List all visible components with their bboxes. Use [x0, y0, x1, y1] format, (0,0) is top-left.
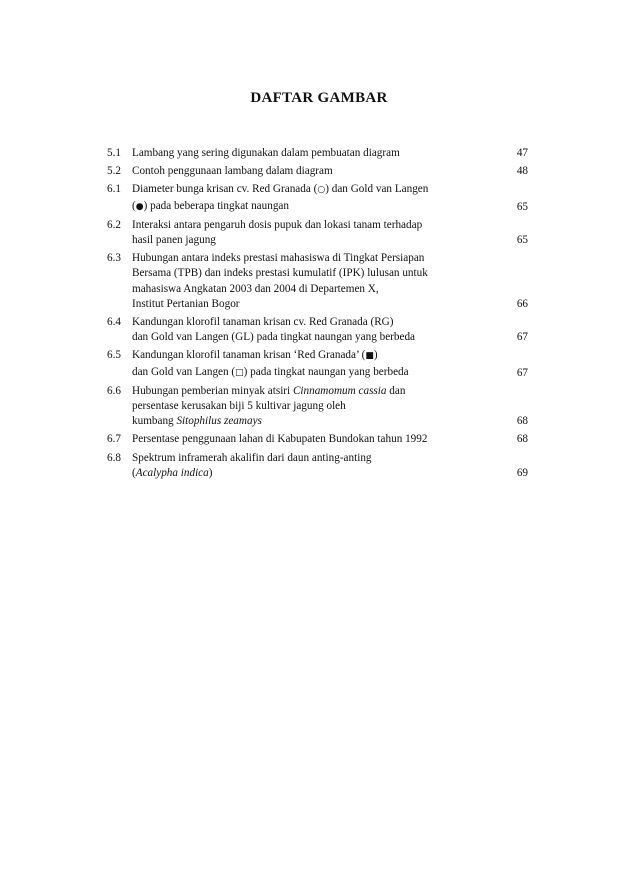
page-number: 47	[516, 147, 528, 159]
list-item	[107, 164, 528, 179]
list-item	[107, 218, 528, 248]
list-item	[107, 315, 528, 345]
page-number: 67	[516, 366, 528, 379]
figure-number: 6.4	[107, 316, 121, 329]
figure-caption: Spektrum inframerah akalifin dari daun anting-anting (Acalypha indica)	[132, 451, 372, 479]
page-number: 65	[516, 234, 528, 247]
page-title: DAFTAR GAMBAR	[250, 90, 388, 106]
list-item	[107, 251, 528, 312]
figure-number: 5.2	[107, 165, 121, 178]
figure-caption: Lambang yang sering digunakan dalam pembuatan diagram	[132, 147, 400, 159]
list-item	[107, 146, 528, 161]
figure-caption: Diameter bunga krisan cv. Red Granada (○) dan Gold van Langen (●) pada beberapa tingkat naungan	[132, 183, 429, 212]
figure-caption: Kandungan klorofil tanaman krisan ‘Red Granada’ (■) dan Gold van Langen (□) pada tingkat naungan yang berbeda	[132, 349, 409, 378]
figure-caption: Hubungan pemberian minyak atsiri Cinnamomum cassia dan persentase kerusakan biji 5 kultivar jagung oleh kumbang Sitophilus zeamays	[132, 384, 406, 428]
figure-number: 6.3	[107, 252, 121, 265]
list-item	[107, 348, 528, 380]
filled-square-icon: ■	[365, 351, 374, 362]
list-item	[107, 451, 528, 481]
figure-caption: Contoh penggunaan lambang dalam diagram	[132, 165, 333, 178]
figure-caption: Persentase penggunaan lahan di Kabupaten Bundokan tahun 1992	[132, 433, 428, 446]
page-number: 68	[516, 433, 528, 446]
species-name: Cinnamomum cassia	[292, 384, 387, 397]
figure-number: 6.2	[107, 218, 121, 231]
figure-number: 6.6	[107, 384, 121, 397]
page-number: 66	[516, 297, 528, 310]
filled-circle-icon: ●	[135, 201, 144, 212]
figure-caption: Interaksi antara pengaruh dosis pupuk dan lokasi tanam terhadap hasil panen jagung	[132, 218, 423, 247]
page-number: 48	[516, 165, 528, 178]
open-square-icon: □	[235, 367, 244, 378]
page-number: 69	[516, 466, 528, 479]
page-number: 67	[516, 331, 528, 344]
species-name: Acalypha indica	[135, 466, 209, 479]
figure-caption: Hubungan antara indeks prestasi mahasiswa di Tingkat Persiapan Bersama (TPB) dan indeks prestasi kumulatif (IPK) lulusan untuk mahasiswa Angkatan 2003 dan 2004 di Departemen X, Institut Pertanian Bogor	[132, 252, 428, 310]
figure-number: 6.1	[107, 183, 121, 196]
page-number: 68	[516, 415, 528, 428]
figure-list	[107, 146, 528, 484]
figure-number: 6.8	[107, 451, 121, 464]
figure-number: 6.5	[107, 349, 121, 362]
figure-caption: Kandungan klorofil tanaman krisan cv. Red Granada (RG) dan Gold van Langen (GL) pada tingkat naungan yang berbeda	[132, 316, 416, 344]
species-name: Sitophilus zeamays	[176, 415, 262, 428]
list-item	[107, 384, 528, 430]
page-number: 65	[516, 200, 528, 213]
list-item	[107, 182, 528, 214]
figure-number: 6.7	[107, 433, 121, 446]
open-circle-icon: ○	[317, 185, 326, 196]
figure-number: 5.1	[107, 147, 121, 159]
list-item	[107, 432, 528, 447]
